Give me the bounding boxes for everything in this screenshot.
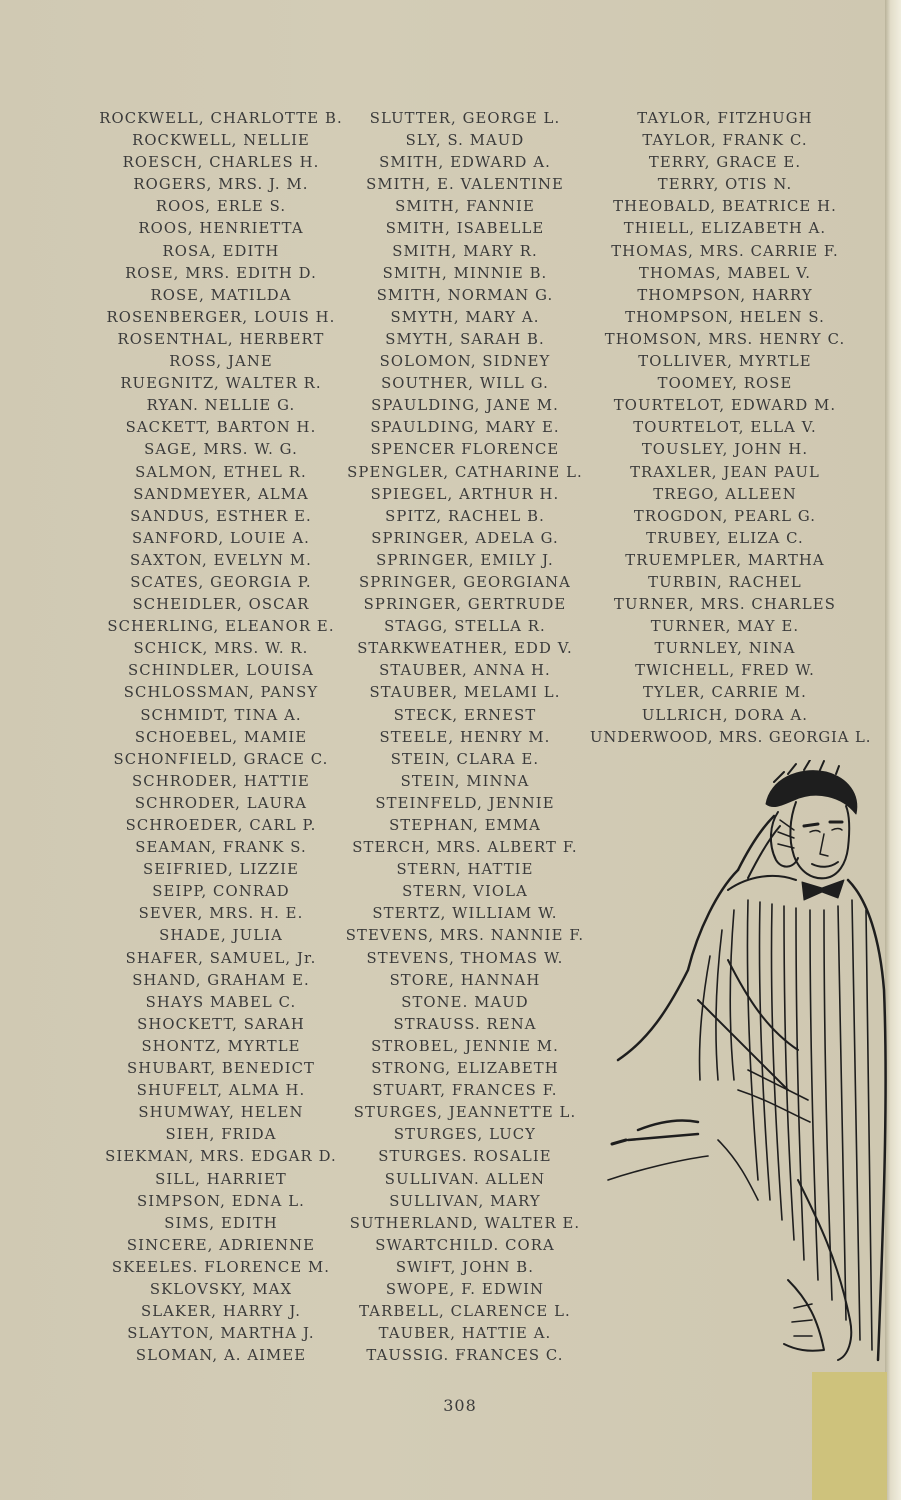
name-entry: SILL, HARRIET bbox=[155, 1170, 287, 1188]
name-entry: ROSE, MRS. EDITH D. bbox=[125, 264, 317, 282]
name-entry: TAYLOR, FITZHUGH bbox=[637, 110, 813, 127]
name-entry: SPRINGER, EMILY J. bbox=[376, 551, 554, 569]
name-entry: SLUTTER, GEORGE L. bbox=[369, 110, 561, 127]
name-entry: THIELL, ELIZABETH A. bbox=[623, 220, 827, 238]
name-entry: STAUBER, ANNA H. bbox=[379, 662, 551, 680]
name-entry: STECK, ERNEST bbox=[393, 706, 537, 724]
name-entry: SMYTH, MARY A. bbox=[390, 308, 540, 326]
name-entry: STERTZ, WILLIAM W. bbox=[372, 905, 558, 923]
name-entry: TAYLOR, FRANK C. bbox=[642, 132, 808, 150]
name-entry: STURGES, JEANNETTE L. bbox=[353, 1104, 577, 1122]
name-entry: STONE. MAUD bbox=[401, 993, 529, 1011]
name-entry: SCHICK, MRS. W. R. bbox=[133, 640, 309, 658]
name-entry: THEOBALD, BEATRICE H. bbox=[613, 198, 837, 216]
name-entry: STEVENS, THOMAS W. bbox=[366, 949, 564, 967]
name-entry: TOUSLEY, JOHN H. bbox=[641, 441, 809, 459]
name-entry: SAGE, MRS. W. G. bbox=[144, 441, 298, 459]
name-entry: STORE, HANNAH bbox=[389, 971, 541, 989]
name-entry: SWARTCHILD. CORA bbox=[375, 1236, 555, 1254]
name-entry: SCHEIDLER, OSCAR bbox=[132, 596, 310, 614]
name-entry: SWOPE, F. EDWIN bbox=[385, 1280, 545, 1298]
name-entry: THOMSON, MRS. HENRY C. bbox=[604, 330, 846, 348]
name-entry: STARKWEATHER, EDD V. bbox=[357, 640, 573, 658]
name-entry: SPENGLER, CATHARINE L. bbox=[347, 463, 583, 481]
name-entry: SHAYS MABEL C. bbox=[145, 993, 297, 1011]
name-entry: SPIEGEL, ARTHUR H. bbox=[370, 485, 560, 503]
name-entry: TAUSSIG. FRANCES C. bbox=[366, 1347, 564, 1365]
name-entry: SMITH, MINNIE B. bbox=[382, 264, 548, 282]
name-entry: ROSENTHAL, HERBERT bbox=[117, 330, 325, 348]
name-entry: ROOS, HENRIETTA bbox=[138, 220, 304, 238]
name-entry: SHUFELT, ALMA H. bbox=[136, 1082, 306, 1100]
name-entry: SPAULDING, JANE M. bbox=[371, 397, 559, 415]
name-entry: SPITZ, RACHEL B. bbox=[385, 507, 545, 525]
name-entry: STURGES, LUCY bbox=[393, 1126, 537, 1144]
name-entry: STRONG, ELIZABETH bbox=[371, 1060, 559, 1078]
name-entry: SHUBART, BENEDICT bbox=[126, 1060, 316, 1078]
name-entry: SINCERE, ADRIENNE bbox=[126, 1236, 316, 1254]
name-entry: STAGG, STELLA R. bbox=[384, 618, 546, 636]
name-entry: SHADE, JULIA bbox=[159, 927, 283, 945]
name-entry: SANDMEYER, ALMA bbox=[133, 485, 309, 503]
name-entry: SMITH, FANNIE bbox=[395, 198, 535, 216]
name-entry: TERRY, OTIS N. bbox=[657, 176, 793, 194]
name-entry: STROBEL, JENNIE M. bbox=[371, 1037, 559, 1055]
name-entry: TRUEMPLER, MARTHA bbox=[625, 551, 825, 569]
name-entry: STUART, FRANCES F. bbox=[372, 1082, 558, 1100]
name-entry: SHAND, GRAHAM E. bbox=[132, 971, 310, 989]
name-entry: RUEGNITZ, WALTER R. bbox=[120, 375, 322, 393]
name-entry: ROCKWELL, CHARLOTTE B. bbox=[99, 110, 343, 127]
name-entry: ROCKWELL, NELLIE bbox=[132, 132, 310, 150]
name-entry: SMITH, ISABELLE bbox=[385, 220, 545, 238]
name-entry: ULLRICH, DORA A. bbox=[641, 706, 809, 724]
name-entry: SWIFT, JOHN B. bbox=[395, 1258, 535, 1276]
name-entry: SIEH, FRIDA bbox=[165, 1126, 277, 1144]
name-entry: SEAMAN, FRANK S. bbox=[135, 839, 307, 857]
name-entry: THOMAS, MRS. CARRIE F. bbox=[611, 242, 839, 260]
name-entry: SACKETT, BARTON H. bbox=[125, 419, 317, 437]
name-entry: STERCH, MRS. ALBERT F. bbox=[352, 839, 578, 857]
name-entry: SIEKMAN, MRS. EDGAR D. bbox=[105, 1148, 337, 1166]
name-entry: SCHLOSSMAN, PANSY bbox=[123, 684, 319, 702]
name-entry: SCHOEBEL, MAMIE bbox=[134, 728, 308, 746]
name-entry: SLAYTON, MARTHA J. bbox=[127, 1325, 315, 1343]
name-entry: SKLOVSKY, MAX bbox=[149, 1280, 293, 1298]
name-entry: TURBIN, RACHEL bbox=[648, 573, 802, 591]
name-entry: TOURTELOT, ELLA V. bbox=[633, 419, 817, 437]
name-entry: TURNLEY, NINA bbox=[654, 640, 796, 658]
name-entry: STURGES. ROSALIE bbox=[378, 1148, 552, 1166]
name-entry: SUTHERLAND, WALTER E. bbox=[349, 1214, 581, 1232]
name-entry: SULLIVAN, MARY bbox=[389, 1192, 541, 1210]
name-entry: SPAULDING, MARY E. bbox=[370, 419, 560, 437]
name-column-3 bbox=[590, 108, 872, 749]
name-entry: SMYTH, SARAH B. bbox=[385, 330, 545, 348]
name-entry: ROOS, ERLE S. bbox=[155, 198, 287, 216]
name-entry: SPENCER FLORENCE bbox=[370, 441, 560, 459]
name-entry: TRAXLER, JEAN PAUL bbox=[630, 463, 820, 481]
name-entry: TWICHELL, FRED W. bbox=[635, 662, 815, 680]
name-entry: SEVER, MRS. H. E. bbox=[138, 905, 304, 923]
name-entry: SPRINGER, GEORGIANA bbox=[359, 573, 571, 591]
name-entry: STERN, HATTIE bbox=[396, 861, 534, 879]
name-entry: SMITH, EDWARD A. bbox=[379, 154, 551, 172]
name-entry: SCATES, GEORGIA P. bbox=[130, 573, 312, 591]
name-entry: ROSENBERGER, LOUIS H. bbox=[106, 308, 336, 326]
name-entry: UNDERWOOD, MRS. GEORGIA L. bbox=[590, 728, 872, 746]
name-entry: STEINFELD, JENNIE bbox=[375, 794, 555, 812]
name-entry: SPRINGER, ADELA G. bbox=[371, 529, 559, 547]
name-entry: SLOMAN, A. AIMEE bbox=[135, 1347, 307, 1365]
name-entry: STRAUSS. RENA bbox=[393, 1015, 537, 1033]
name-entry: ROSA, EDITH bbox=[162, 242, 280, 260]
name-entry: SHAFER, SAMUEL, Jr. bbox=[125, 949, 317, 967]
name-entry: TURNER, MAY E. bbox=[650, 618, 800, 636]
name-entry: THOMAS, MABEL V. bbox=[638, 264, 812, 282]
name-column-1 bbox=[96, 108, 346, 1367]
name-entry: SCHRODER, LAURA bbox=[134, 794, 308, 812]
name-entry: SANFORD, LOUIE A. bbox=[132, 529, 310, 547]
name-entry: SULLIVAN. ALLEN bbox=[384, 1170, 546, 1188]
name-entry: TURNER, MRS. CHARLES bbox=[614, 596, 836, 614]
man-sketch-illustration bbox=[598, 760, 888, 1370]
name-entry: TOOMEY, ROSE bbox=[657, 375, 793, 393]
name-entry: STEELE, HENRY M. bbox=[379, 728, 551, 746]
name-entry: THOMPSON, HARRY bbox=[637, 286, 813, 304]
name-entry: STEIN, CLARA E. bbox=[390, 750, 540, 768]
name-entry: SIMPSON, EDNA L. bbox=[137, 1192, 305, 1210]
name-entry: TRUBEY, ELIZA C. bbox=[646, 529, 804, 547]
name-entry: SOUTHER, WILL G. bbox=[381, 375, 549, 393]
name-entry: RYAN. NELLIE G. bbox=[146, 397, 296, 415]
name-entry: SLAKER, HARRY J. bbox=[140, 1303, 302, 1321]
name-entry: TREGO, ALLEEN bbox=[653, 485, 797, 503]
name-entry: SEIPP, CONRAD bbox=[152, 883, 290, 901]
name-entry: SCHRODER, HATTIE bbox=[132, 772, 310, 790]
name-entry: SCHERLING, ELEANOR E. bbox=[107, 618, 335, 636]
yellow-paper-block bbox=[812, 1372, 887, 1500]
name-entry: SCHONFIELD, GRACE C. bbox=[113, 750, 329, 768]
name-entry: SKEELES. FLORENCE M. bbox=[111, 1258, 331, 1276]
name-entry: TARBELL, CLARENCE L. bbox=[359, 1303, 571, 1321]
name-entry: TROGDON, PEARL G. bbox=[633, 507, 817, 525]
name-entry: SAXTON, EVELYN M. bbox=[130, 551, 312, 569]
name-entry: ROSE, MATILDA bbox=[150, 286, 292, 304]
name-entry: STAUBER, MELAMI L. bbox=[369, 684, 561, 702]
name-entry: ROESCH, CHARLES H. bbox=[122, 154, 320, 172]
name-entry: SANDUS, ESTHER E. bbox=[130, 507, 312, 525]
name-entry: TOURTELOT, EDWARD M. bbox=[613, 397, 837, 415]
name-entry: SMITH, E. VALENTINE bbox=[366, 176, 564, 194]
name-entry: STERN, VIOLA bbox=[402, 883, 528, 901]
name-entry: SHONTZ, MYRTLE bbox=[141, 1037, 301, 1055]
name-entry: SMITH, NORMAN G. bbox=[376, 286, 554, 304]
name-entry: THOMPSON, HELEN S. bbox=[625, 308, 825, 326]
name-entry: SIMS, EDITH bbox=[164, 1214, 278, 1232]
name-entry: STEIN, MINNA bbox=[400, 772, 530, 790]
name-entry: SEIFRIED, LIZZIE bbox=[142, 861, 300, 879]
name-entry: ROGERS, MRS. J. M. bbox=[133, 176, 309, 194]
name-entry: SCHINDLER, LOUISA bbox=[128, 662, 314, 680]
name-entry: STEVENS, MRS. NANNIE F. bbox=[345, 927, 585, 945]
name-entry: TERRY, GRACE E. bbox=[648, 154, 802, 172]
name-entry: TYLER, CARRIE M. bbox=[643, 684, 807, 702]
name-entry: SMITH, MARY R. bbox=[392, 242, 538, 260]
name-entry: SLY, S. MAUD bbox=[405, 132, 525, 150]
name-entry: SCHMIDT, TINA A. bbox=[140, 706, 302, 724]
name-entry: TOLLIVER, MYRTLE bbox=[638, 353, 812, 371]
name-entry: SHOCKETT, SARAH bbox=[137, 1015, 305, 1033]
name-entry: SCHROEDER, CARL P. bbox=[125, 817, 317, 834]
name-entry: SOLOMON, SIDNEY bbox=[379, 353, 551, 371]
page-number: 308 bbox=[443, 1396, 477, 1415]
name-entry: SALMON, ETHEL R. bbox=[135, 463, 307, 481]
name-entry: STEPHAN, EMMA bbox=[389, 817, 541, 834]
name-entry: TAUBER, HATTIE A. bbox=[378, 1325, 552, 1343]
name-entry: ROSS, JANE bbox=[169, 353, 273, 371]
name-entry: SPRINGER, GERTRUDE bbox=[363, 596, 567, 614]
name-column-2 bbox=[340, 108, 590, 1367]
name-entry: SHUMWAY, HELEN bbox=[138, 1104, 304, 1122]
